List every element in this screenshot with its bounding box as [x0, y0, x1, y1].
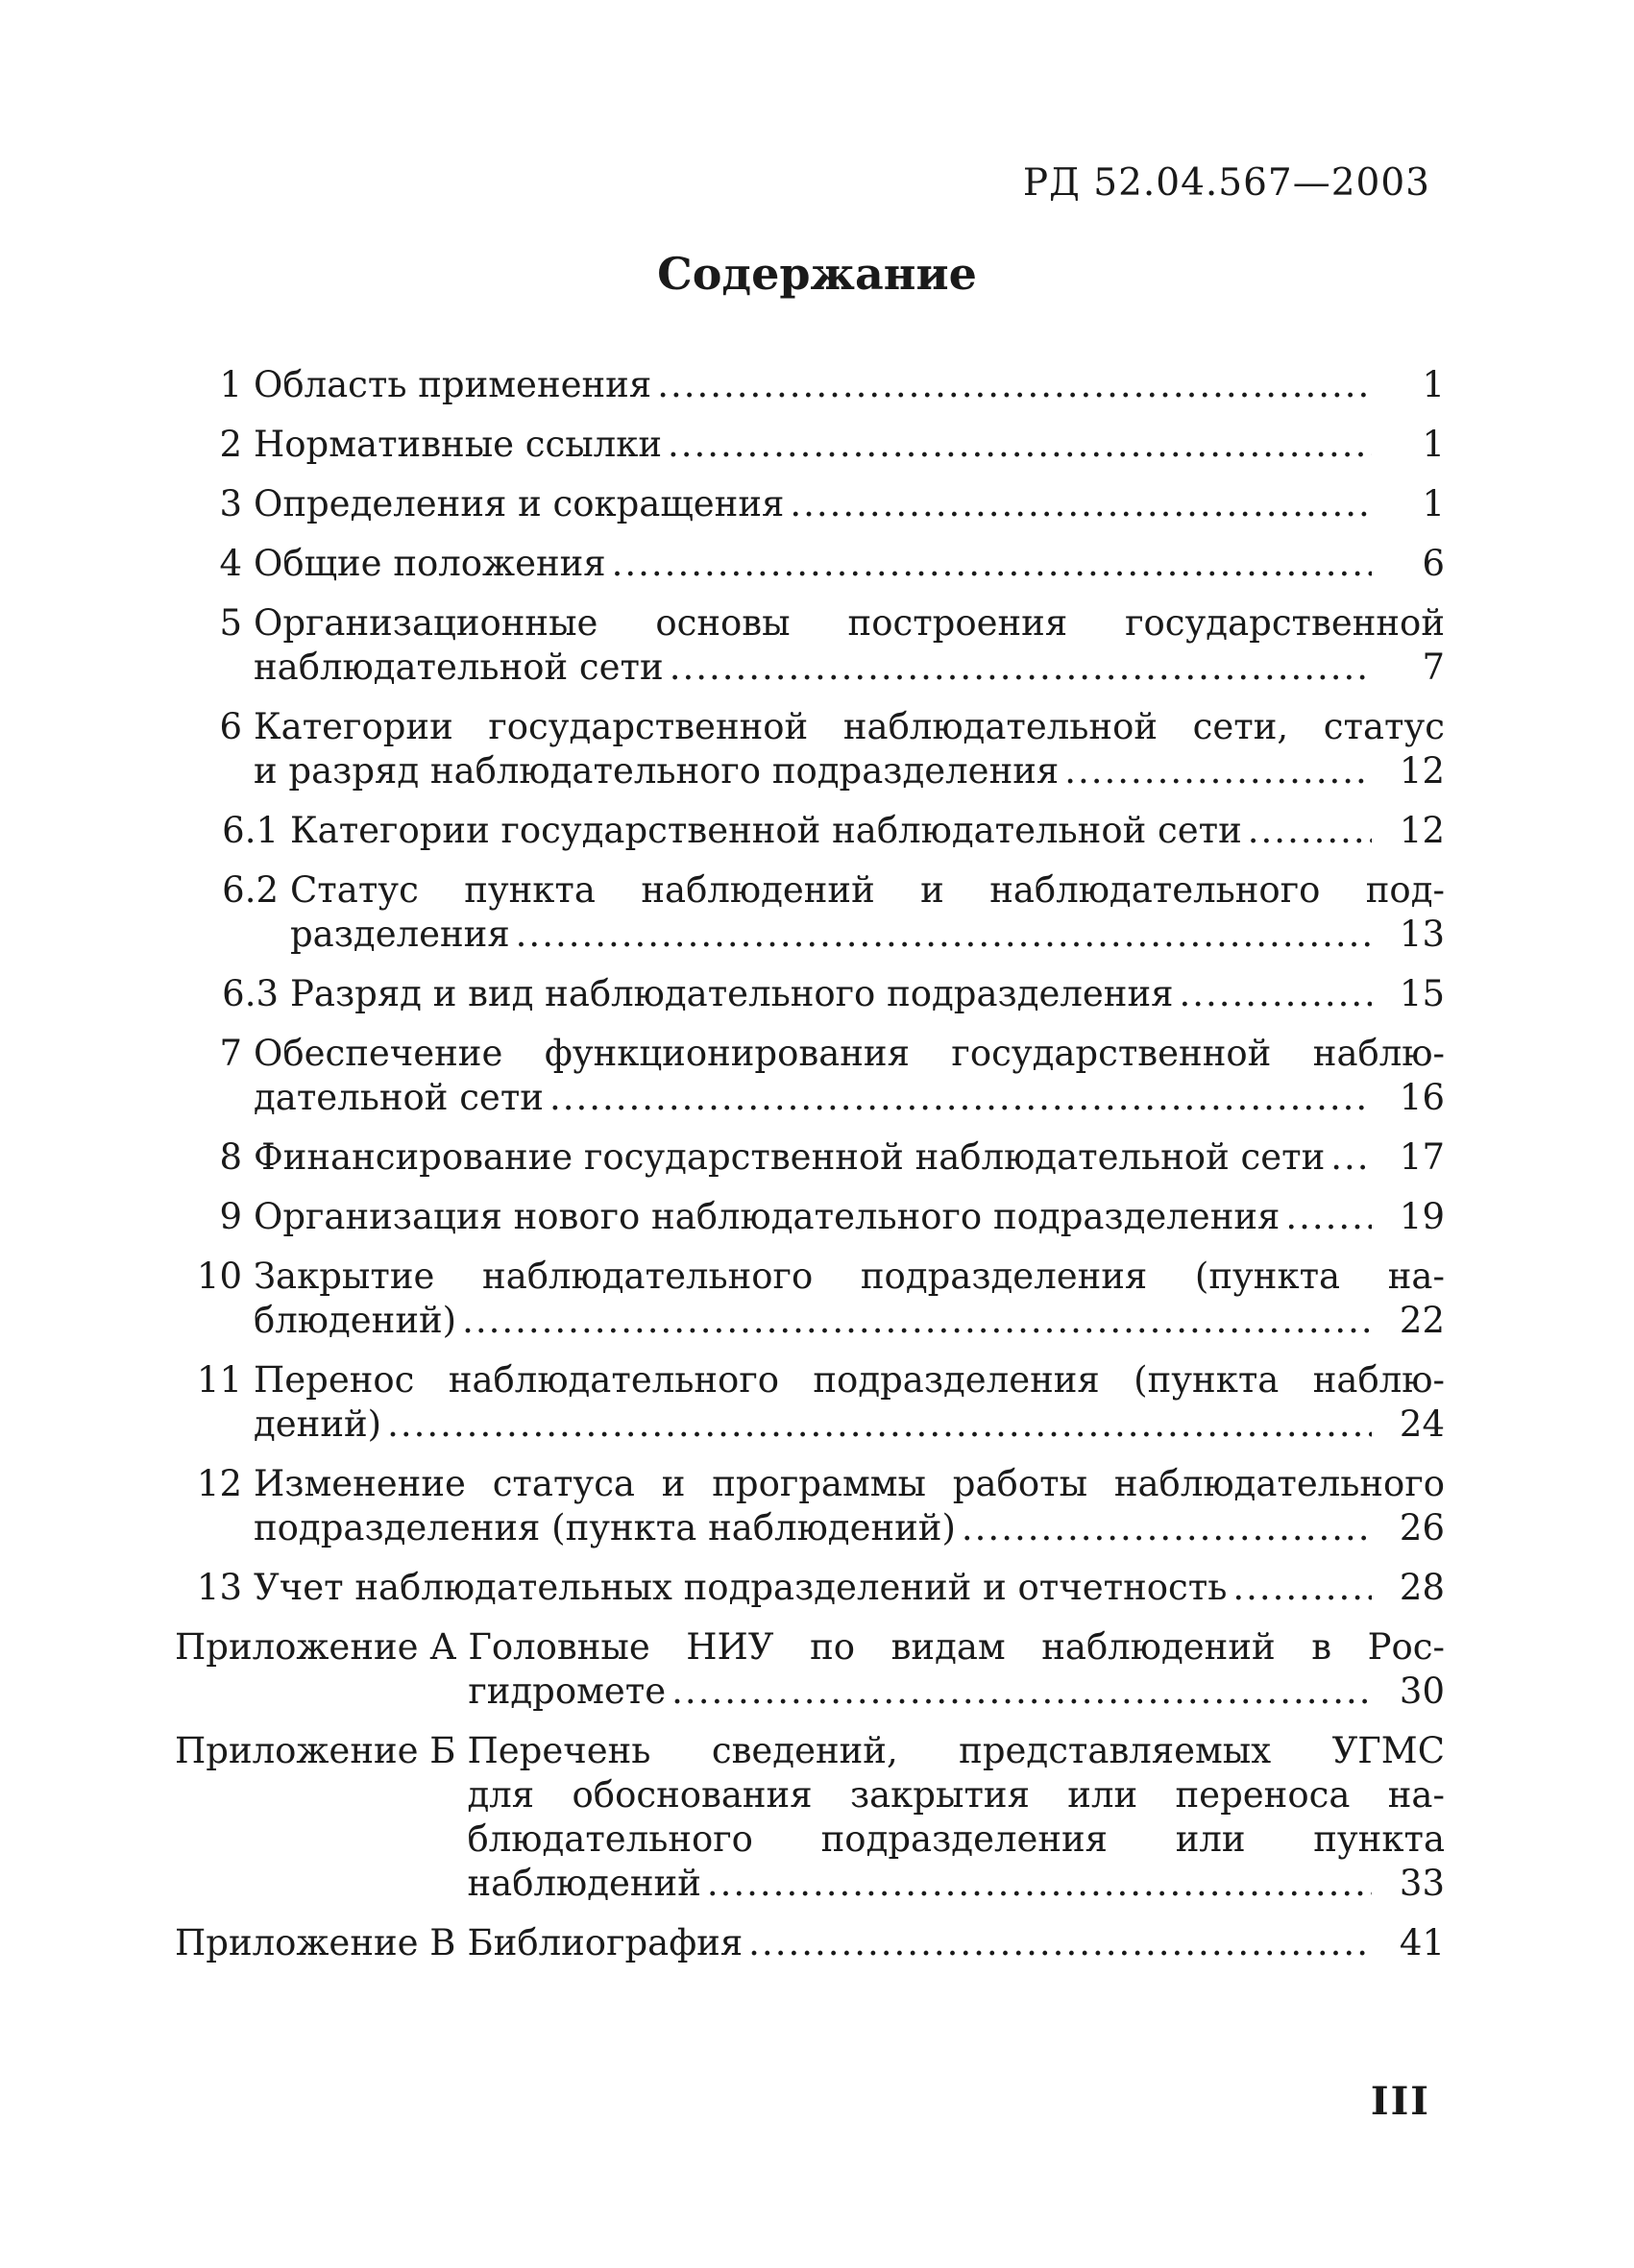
toc-entry-page: 15: [1399, 973, 1445, 1014]
toc-entry-number: 3: [219, 483, 242, 524]
toc-entry-title: Определения и сокращения: [254, 483, 785, 524]
toc-entry-page: 19: [1399, 1196, 1445, 1237]
toc-entry-page: 7: [1422, 646, 1445, 688]
toc-entry-title: наблюдений: [467, 1863, 701, 1904]
toc-entry-number: 1: [219, 364, 242, 405]
toc-entry-number: 13: [196, 1567, 242, 1608]
toc-entry-title: Финансирование государственной наблюдательной сети: [254, 1136, 1326, 1178]
toc-entry-number: 6.2: [222, 869, 279, 911]
toc-entry: [175, 363, 1445, 407]
toc-entry: [175, 1135, 1445, 1180]
toc-entry-title: разделения: [290, 914, 510, 955]
toc-entry-title-line: Организационные основы построения государственной: [254, 602, 1445, 644]
toc-entry: [175, 1195, 1445, 1239]
toc-entry-page: 41: [1399, 1922, 1445, 1963]
toc-entry-number: 12: [196, 1463, 242, 1504]
toc-entry: [175, 1625, 1445, 1714]
toc-entry-page: 30: [1399, 1671, 1445, 1712]
toc-entry-title: дений): [254, 1403, 382, 1445]
table-of-contents: [175, 363, 1445, 1981]
toc-entry-number: 10: [196, 1256, 242, 1297]
dot-leader: [1064, 749, 1372, 793]
toc-entry: [175, 1032, 1445, 1120]
toc-entry-page: 6: [1422, 543, 1445, 584]
dot-leader: [790, 482, 1372, 526]
toc-entry-title: дательной сети: [254, 1077, 544, 1118]
toc-entry-page: 28: [1399, 1567, 1445, 1608]
dot-leader: [462, 1299, 1372, 1343]
toc-entry-number: Приложение Б: [175, 1730, 456, 1771]
dot-leader: [549, 1076, 1372, 1120]
toc-entry-number: Приложение В: [175, 1922, 456, 1963]
toc-entry-page: 1: [1422, 364, 1445, 405]
toc-entry: [211, 809, 1445, 853]
toc-entry-page: 13: [1399, 914, 1445, 955]
toc-entry-title-line: Статус пункта наблюдений и наблюдательного под-: [290, 869, 1445, 911]
toc-entry-title-line: Обеспечение функционирования государственной наблю-: [254, 1033, 1445, 1074]
toc-entry: [175, 423, 1445, 467]
dot-leader: [612, 542, 1372, 586]
toc-entry: [175, 601, 1445, 690]
toc-entry-number: 6.1: [222, 810, 279, 851]
toc-entry-title: Общие положения: [254, 543, 606, 584]
toc-entry: [175, 1566, 1445, 1610]
dot-leader: [707, 1862, 1372, 1906]
toc-entry-number: 5: [219, 602, 242, 644]
dot-leader: [962, 1506, 1372, 1550]
toc-entry-page: 1: [1422, 483, 1445, 524]
toc-entry-page: 26: [1399, 1507, 1445, 1549]
toc-entry-title: блюдений): [254, 1300, 457, 1341]
dot-leader: [1285, 1195, 1372, 1239]
toc-entry-number: 2: [219, 424, 242, 465]
toc-entry-page: 17: [1399, 1136, 1445, 1178]
toc-entry-title: Разряд и вид наблюдательного подразделения: [290, 973, 1174, 1014]
toc-entry: [175, 1358, 1445, 1447]
dot-leader: [668, 423, 1372, 467]
toc-entry-page: 12: [1399, 750, 1445, 792]
toc-entry: [175, 1729, 1445, 1906]
toc-entry-title: Нормативные ссылки: [254, 424, 662, 465]
toc-entry-number: 11: [196, 1359, 242, 1401]
toc-entry-number: 7: [219, 1033, 242, 1074]
dot-leader: [387, 1402, 1372, 1447]
toc-entry-number: Приложение А: [175, 1626, 457, 1668]
toc-entry-number: 8: [219, 1136, 242, 1178]
toc-entry-page: 22: [1399, 1300, 1445, 1341]
dot-leader: [1330, 1135, 1372, 1180]
toc-entry-page: 1: [1422, 424, 1445, 465]
toc-entry-number: 6.3: [222, 973, 279, 1014]
toc-entry: [211, 868, 1445, 957]
toc-entry-title: Организация нового наблюдательного подразделения: [254, 1196, 1280, 1237]
toc-entry: [175, 542, 1445, 586]
toc-entry-title: Область применения: [254, 364, 652, 405]
page-title: Содержание: [657, 248, 977, 300]
toc-entry-title: и разряд наблюдательного подразделения: [254, 750, 1060, 792]
toc-entry-title: наблюдательной сети: [254, 646, 664, 688]
toc-entry-page: 24: [1399, 1403, 1445, 1445]
toc-entry: [175, 1921, 1445, 1965]
dot-leader: [1179, 972, 1372, 1016]
toc-entry: [175, 1462, 1445, 1550]
toc-entry-title: Категории государственной наблюдательной сети: [290, 810, 1242, 851]
toc-entry-title-line: Перечень сведений, представляемых УГМС: [467, 1730, 1445, 1771]
toc-entry: [175, 705, 1445, 793]
toc-entry-page: 16: [1399, 1077, 1445, 1118]
toc-entry-title-line: Головные НИУ по видам наблюдений в Рос-: [468, 1626, 1445, 1668]
dot-leader: [748, 1921, 1372, 1965]
dot-leader: [670, 646, 1372, 690]
toc-entry: [175, 482, 1445, 526]
toc-entry-page: 33: [1399, 1863, 1445, 1904]
page-number: III: [1370, 2079, 1430, 2124]
toc-entry-title-line: Перенос наблюдательного подразделения (пункта наблю-: [254, 1359, 1445, 1401]
toc-entry-title-line: Категории государственной наблюдательной сети, статус: [254, 706, 1445, 747]
toc-entry-number: 6: [219, 706, 242, 747]
toc-entry-number: 9: [219, 1196, 242, 1237]
toc-entry-title: Учет наблюдательных подразделений и отчетность: [254, 1567, 1228, 1608]
toc-entry: [211, 972, 1445, 1016]
toc-entry-title-line: блюдательного подразделения или пункта: [467, 1818, 1445, 1860]
toc-entry: [175, 1255, 1445, 1343]
document-code: РД 52.04.567—2003: [1022, 161, 1430, 205]
toc-entry-title-line: Изменение статуса и программы работы наблюдательного: [254, 1463, 1445, 1504]
dot-leader: [1248, 809, 1372, 853]
toc-entry-number: 4: [219, 543, 242, 584]
toc-entry-title: подразделения (пункта наблюдений): [254, 1507, 956, 1549]
toc-entry-title: Библиография: [467, 1922, 744, 1963]
toc-entry-page: 12: [1399, 810, 1445, 851]
dot-leader: [516, 913, 1372, 957]
toc-entry-title-line: для обоснования закрытия или переноса на-: [467, 1774, 1445, 1816]
toc-entry-title-line: Закрытие наблюдательного подразделения (пункта на-: [254, 1256, 1445, 1297]
dot-leader: [657, 363, 1372, 407]
toc-entry-title: гидромете: [468, 1671, 667, 1712]
dot-leader: [671, 1670, 1372, 1714]
dot-leader: [1232, 1566, 1372, 1610]
